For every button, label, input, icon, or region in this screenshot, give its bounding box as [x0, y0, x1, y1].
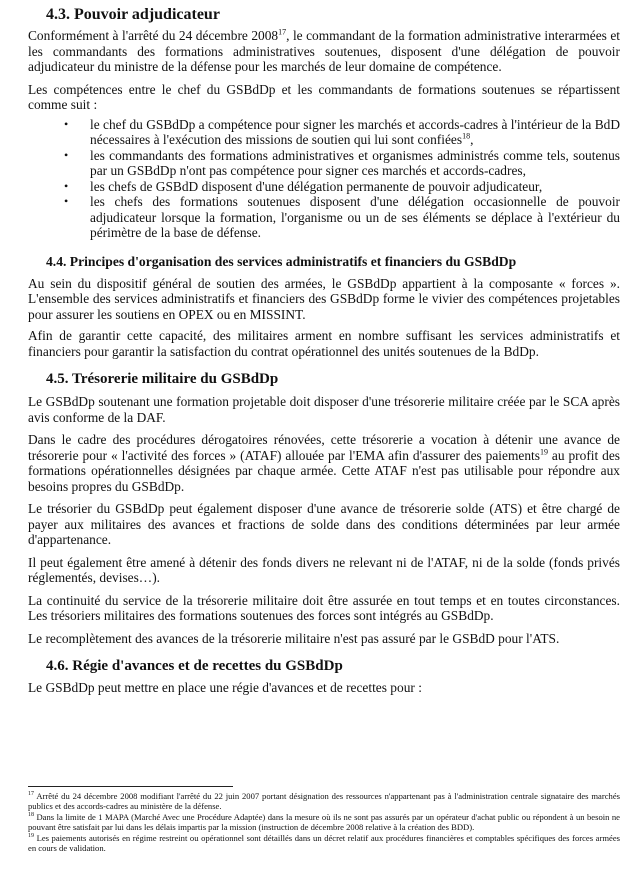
footnote-17: [28, 791, 620, 812]
section-4-3-paragraph-1: [28, 28, 620, 75]
list-item: [28, 117, 620, 148]
text: le chef du GSBdDp a compétence pour signer les marchés et accords-cadres à l'intérieur de la BdD nécessaires à l'exécution des missions de soutien qui lui sont confiées: [90, 116, 620, 147]
section-4-6-title: 4.6. Régie d'avances et de recettes du GSBdDp: [46, 658, 343, 674]
text: ,: [470, 132, 474, 147]
text: Conformément à l'arrêté du 24 décembre 2008: [28, 28, 279, 43]
text: , le commandant de la formation administrative interarmées et les commandants des formations administratives soutenues, disposent d'une délégation de pouvoir adjudicateur du ministre de la défense pour les marchés de leur domaine de compétence.: [28, 28, 620, 74]
section-4-4-paragraph-1: Au sein du dispositif général de soutien des armées, le GSBdDp appartient à la composante « forces ». L'ensemble des services administratifs et financiers des GSBdDp forme le vivier des compétences projetables pour assurer les soutiens en OPEX ou en MISSINT.: [28, 275, 620, 322]
section-4-5-paragraph-4: Il peut également être amené à détenir des fonds divers ne relevant ni de l'ATAF, ni de la solde (fonds privés réglementés, devises…).: [28, 554, 620, 585]
text: les chefs de GSBdD disposent d'une délégation permanente de pouvoir adjudicateur,: [90, 178, 543, 194]
list-item: [28, 179, 620, 195]
footnote-text: Dans la limite de 1 MAPA (Marché Avec une Procédure Adaptée) dans la mesure où ils ne sont pas assurés par un opérateur d'achat public ou répondent à un besoin ne pouvant être satisfait par lui dans les délais impartis par la mission (instruction de décembre 2008 relative à la création des BDD).: [28, 811, 620, 833]
section-4-5-paragraph-3: Le trésorier du GSBdDp peut également disposer d'une avance de trésorerie solde (ATS) et être chargé de payer aux militaires des avances et fractions de solde dans des conditions déterminées par leur armée d'appartenance.: [28, 501, 620, 547]
section-4-5-paragraph-1: Le GSBdDp soutenant une formation projetable doit disposer d'une trésorerie militaire créée par le SCA après avis conforme de la DAF.: [28, 394, 620, 425]
footnote-separator: [28, 786, 233, 787]
section-4-5-paragraph-5: La continuité du service de la trésorerie militaire doit être assurée en tout temps et en toutes circonstances. Les trésoriers militaires des formations soutenues des forces sont intégrés au GSBdDp.: [28, 592, 620, 623]
section-4-3-paragraph-2: Les compétences entre le chef du GSBdDp et les commandants de formations soutenues se répartissent comme suit :: [28, 81, 620, 112]
footnote-19: [28, 833, 620, 854]
bullet-icon: •: [64, 147, 69, 162]
section-4-3-title: 4.3. Pouvoir adjudicateur: [46, 6, 220, 23]
footnotes: [28, 791, 620, 853]
bullet-icon: •: [64, 178, 69, 193]
section-4-5-title: 4.5. Trésorerie militaire du GSBdDp: [46, 371, 279, 387]
footnote-text: Arrêté du 24 décembre 2008 modifiant l'arrêté du 22 juin 2007 portant désignation des ressources n'appartenant pas à l'administration centrale signataire des marchés publics et des accords-cadres au ministère de la défense.: [28, 791, 620, 812]
section-4-5-paragraph-2: [28, 432, 620, 494]
text: au profit des formations opérationnelles désignées par chaque armée. Cette ATAF n'est pas utilisable pour répondre aux besoins propres du GSBdDp.: [28, 447, 621, 494]
footnote-18: [28, 812, 620, 833]
footnote-number: 19: [28, 832, 34, 839]
footnote-ref-19[interactable]: 19: [539, 447, 548, 457]
section-4-4-title: 4.4. Principes d'organisation des services administratifs et financiers du GSBdDp: [46, 253, 517, 269]
footnote-number: 17: [28, 791, 34, 798]
competence-list: [28, 117, 620, 241]
section-4-6-paragraph-1: Le GSBdDp peut mettre en place une régie d'avances et de recettes pour :: [28, 680, 422, 695]
list-item: [28, 148, 620, 179]
document-page: [28, 6, 620, 696]
text: Dans le cadre des procédures dérogatoires rénovées, cette trésorerie a vocation à détenir une avance de trésorerie pour « l'activité des forces » (ATAF) allouée par l'EMA afin d'assurer des paiements: [28, 432, 620, 463]
footnote-number: 18: [28, 811, 34, 818]
section-4-5-paragraph-6: Le recomplètement des avances de la trésorerie militaire n'est pas assuré par le GSBdD pour l'ATS.: [28, 630, 560, 646]
bullet-icon: •: [64, 194, 69, 208]
footnote-ref-18[interactable]: 18: [462, 131, 471, 141]
footnote-ref-17[interactable]: 17: [278, 27, 287, 37]
footnote-text: Les paiements autorisés en régime restreint ou opérationnel sont détaillés dans un décret relatif aux procédures financières et comptables spécifiques des forces armées en cours de validation.: [28, 832, 620, 854]
bullet-icon: •: [64, 116, 69, 131]
text: les commandants des formations administratives et organismes administrés comme tels, soutenus par un GSBdDp n'ont pas compétence pour signer ces marchés et accords-cadres,: [90, 147, 620, 178]
text: les chefs des formations soutenues disposent d'une délégation occasionnelle de pouvoir adjudicateur lorsque la formation, l'organisme ou un de ses éléments se déplace à l'extérieur du périmètre de la base de défense.: [90, 194, 620, 240]
list-item: [28, 194, 620, 241]
section-4-4-paragraph-2: Afin de garantir cette capacité, des militaires arment en nombre suffisant les services administratifs et financiers pour garantir la satisfaction du contrat opérationnel des unités soutenues de la BdDp.: [28, 328, 620, 359]
